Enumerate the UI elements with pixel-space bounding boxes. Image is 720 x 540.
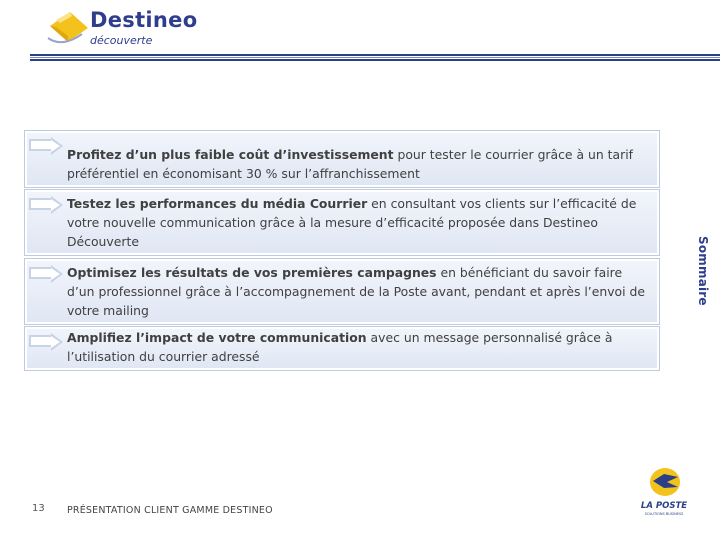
benefit-bold: Testez les performances du média Courrier <box>67 196 368 211</box>
footer-title: PRÉSENTATION CLIENT GAMME DESTINEO <box>67 505 273 516</box>
logo-subtitle: découverte <box>90 34 153 47</box>
arrow-icon <box>29 196 63 214</box>
benefit-item <box>24 130 660 188</box>
benefit-bold: Optimisez les résultats de vos premières campagnes <box>67 265 437 280</box>
benefit-item <box>24 326 660 371</box>
benefit-list <box>24 130 660 370</box>
page-number: 13 <box>32 503 45 514</box>
la-poste-wordmark: LA POSTE <box>640 501 688 511</box>
benefit-item <box>24 258 660 325</box>
destineo-logo <box>46 8 216 48</box>
arrow-icon <box>29 265 63 283</box>
benefit-rest: en bénéficiant du savoir faire d’un professionnel grâce à l’accompagnement de la Poste avant, pendant et après l’envoi de votre mailing <box>67 265 645 318</box>
header-rule <box>30 54 720 56</box>
benefit-item <box>24 189 660 256</box>
summary-tab[interactable]: Sommaire <box>696 236 710 306</box>
destineo-logo-icon <box>46 8 90 48</box>
benefit-bold: Profitez d’un plus faible coût d’investissement <box>67 147 394 162</box>
la-poste-bird-icon <box>634 466 694 518</box>
header-rule <box>30 57 720 58</box>
la-poste-logo <box>634 466 694 518</box>
benefit-text <box>67 194 645 251</box>
arrow-icon <box>29 137 63 155</box>
benefit-text <box>67 328 645 366</box>
benefit-bold: Amplifiez l’impact de votre communication <box>67 330 367 345</box>
benefit-text <box>67 145 645 183</box>
la-poste-subline: SOLUTIONS BUSINESS <box>644 512 684 516</box>
benefit-rest: pour tester le courrier grâce à un tarif préférentiel en économisant 30 % sur l’affranchissement <box>67 147 634 181</box>
benefit-text <box>67 263 645 320</box>
benefit-rest: avec un message personnalisé grâce à l’utilisation du courrier adressé <box>67 330 613 364</box>
header-rule <box>30 59 720 61</box>
benefit-rest: en consultant vos clients sur l’efficacité de votre nouvelle communication grâce à la mesure d’efficacité proposée dans Destineo Découverte <box>67 196 637 249</box>
arrow-icon <box>29 333 63 351</box>
logo-brand: Destineo <box>90 8 198 32</box>
